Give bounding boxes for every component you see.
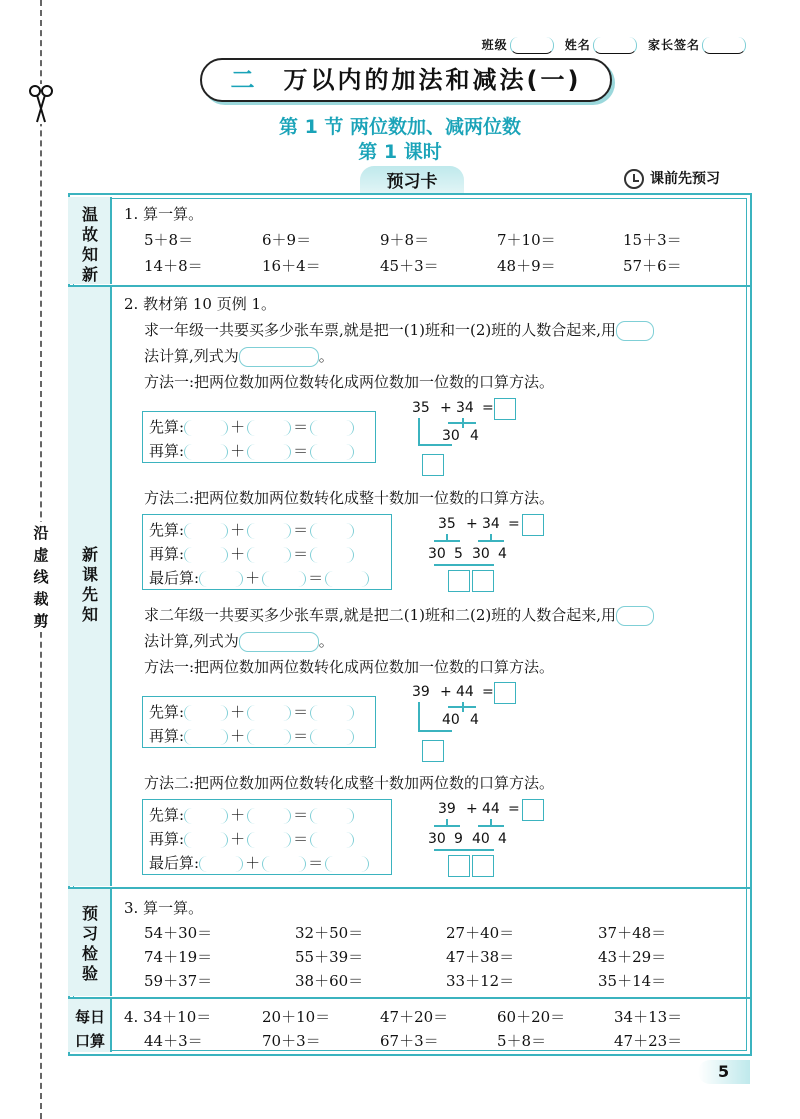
answer-square[interactable] bbox=[522, 799, 544, 821]
answer-blank[interactable] bbox=[247, 444, 291, 460]
addend: 35 bbox=[412, 400, 430, 416]
answer-square[interactable] bbox=[522, 514, 544, 536]
q4-grid bbox=[0, 1006, 800, 1052]
answer-blank[interactable] bbox=[616, 606, 654, 626]
q4-item: 4. 34＋10＝ bbox=[124, 1008, 212, 1026]
q3-item: 38＋60＝ bbox=[295, 972, 364, 990]
q3-item: 55＋39＝ bbox=[295, 948, 364, 966]
q2-part1-line1: 求一年级一共要买多少张车票,就是把一(1)班和一(2)班的人数合起来,用 bbox=[144, 319, 654, 341]
side-label-daily: 每日 口算 bbox=[74, 1008, 105, 1050]
side-label-review: 温 故 知 新 bbox=[81, 205, 98, 284]
answer-square[interactable] bbox=[494, 682, 516, 704]
lesson-title: 第 1 课时 bbox=[358, 141, 442, 163]
answer-blank[interactable] bbox=[199, 856, 243, 872]
cut-char: 裁 bbox=[33, 590, 49, 608]
answer-blank[interactable] bbox=[239, 347, 319, 367]
q3-item: 35＋14＝ bbox=[598, 972, 667, 990]
answer-square[interactable] bbox=[472, 570, 494, 592]
q1-item: 5＋8＝ bbox=[144, 231, 194, 249]
q1-item: 45＋3＝ bbox=[380, 257, 439, 275]
q1-item: 15＋3＝ bbox=[623, 231, 682, 249]
answer-blank[interactable] bbox=[247, 808, 291, 824]
alarm-clock-icon bbox=[624, 169, 644, 189]
answer-blank[interactable] bbox=[310, 523, 354, 539]
split-part: 30 bbox=[442, 428, 460, 444]
class-label: 班级 bbox=[481, 38, 508, 52]
answer-blank[interactable] bbox=[247, 729, 291, 745]
separator bbox=[68, 997, 752, 999]
q2-method1-b: 方法一:把两位数加两位数转化成两位数加一位数的口算方法。 bbox=[144, 658, 555, 676]
q1-title: 1. 算一算。 bbox=[124, 205, 204, 223]
q1-item: 48＋9＝ bbox=[497, 257, 556, 275]
q3-item: 54＋30＝ bbox=[144, 924, 213, 942]
answer-blank[interactable] bbox=[310, 444, 354, 460]
answer-blank[interactable] bbox=[184, 705, 228, 721]
q2-part2-line1: 求二年级一共要买多少张车票,就是把二(1)班和二(2)班的人数合起来,用 bbox=[144, 604, 654, 626]
answer-blank[interactable] bbox=[247, 832, 291, 848]
q4-item: 47＋23＝ bbox=[614, 1032, 683, 1050]
answer-blank[interactable] bbox=[247, 705, 291, 721]
section-title: 第 1 节 两位数加、减两位数 bbox=[278, 116, 522, 138]
cut-char: 虚 bbox=[33, 546, 49, 564]
q1-item: 14＋8＝ bbox=[144, 257, 203, 275]
answer-blank[interactable] bbox=[310, 420, 354, 436]
answer-blank[interactable] bbox=[184, 832, 228, 848]
answer-blank[interactable] bbox=[325, 571, 369, 587]
unit-number: 二 bbox=[230, 66, 258, 94]
answer-blank[interactable] bbox=[310, 729, 354, 745]
answer-blank[interactable] bbox=[310, 808, 354, 824]
answer-blank[interactable] bbox=[310, 705, 354, 721]
q3-grid bbox=[0, 922, 800, 994]
q1-item: 16＋4＝ bbox=[262, 257, 321, 275]
q3-item: 27＋40＝ bbox=[446, 924, 515, 942]
answer-blank[interactable] bbox=[247, 523, 291, 539]
name-label: 姓名 bbox=[564, 38, 591, 52]
calc-box-1: 先算: ＋ ＝ 再算: ＋ ＝ bbox=[142, 411, 376, 463]
answer-blank[interactable] bbox=[184, 547, 228, 563]
q1-item: 9＋8＝ bbox=[380, 231, 430, 249]
q1-grid bbox=[0, 229, 800, 279]
side-label-new: 新 课 先 知 bbox=[81, 545, 98, 624]
answer-square[interactable] bbox=[422, 454, 444, 476]
q2-part2-line2: 法计算,列式为 。 bbox=[144, 632, 334, 650]
preview-label bbox=[624, 168, 720, 189]
separator bbox=[68, 285, 752, 287]
q3-item: 43＋29＝ bbox=[598, 948, 667, 966]
answer-square[interactable] bbox=[422, 740, 444, 762]
q3-item: 74＋19＝ bbox=[144, 948, 213, 966]
calc-box-4: 先算: ＋ ＝ 再算: ＋ ＝ 最后算: ＋ ＝ bbox=[142, 799, 392, 875]
q3-item: 32＋50＝ bbox=[295, 924, 364, 942]
q3-item: 33＋12＝ bbox=[446, 972, 515, 990]
page-number: 5 bbox=[718, 1062, 730, 1081]
q4-item: 60＋20＝ bbox=[497, 1008, 566, 1026]
q4-item: 70＋3＝ bbox=[262, 1032, 321, 1050]
cut-char: 线 bbox=[33, 568, 49, 586]
answer-blank[interactable] bbox=[184, 808, 228, 824]
answer-blank[interactable] bbox=[310, 832, 354, 848]
q4-item: 47＋20＝ bbox=[380, 1008, 449, 1026]
answer-square[interactable] bbox=[472, 855, 494, 877]
split-diagram-1: 35 + 34 = 30 4 bbox=[408, 396, 528, 480]
answer-blank[interactable] bbox=[184, 729, 228, 745]
unit-title-text: 万以内的加法和减法(一) bbox=[283, 66, 582, 94]
answer-blank[interactable] bbox=[247, 420, 291, 436]
name-field[interactable] bbox=[593, 37, 637, 54]
q2-method1-a: 方法一:把两位数加两位数转化成两位数加一位数的口算方法。 bbox=[144, 373, 555, 391]
class-field[interactable] bbox=[510, 37, 554, 54]
q3-item: 47＋38＝ bbox=[446, 948, 515, 966]
answer-blank[interactable] bbox=[239, 632, 319, 652]
cut-char: 剪 bbox=[33, 612, 49, 630]
answer-blank[interactable] bbox=[325, 856, 369, 872]
split-diagram-3: 39 + 44 = 40 4 bbox=[408, 680, 528, 766]
q2-method2-a: 方法二:把两位数加两位数转化成整十数加一位数的口算方法。 bbox=[144, 489, 555, 507]
header-fields bbox=[482, 36, 752, 54]
cut-label bbox=[30, 522, 52, 632]
split-part: 4 bbox=[470, 428, 479, 444]
q1-item: 57＋6＝ bbox=[623, 257, 682, 275]
q4-item: 34＋13＝ bbox=[614, 1008, 683, 1026]
answer-blank[interactable] bbox=[310, 547, 354, 563]
q4-item: 5＋8＝ bbox=[497, 1032, 547, 1050]
q3-title: 3. 算一算。 bbox=[124, 899, 204, 917]
separator bbox=[68, 887, 752, 889]
addend: 34 bbox=[456, 400, 474, 416]
q2-method2-b: 方法二:把两位数加两位数转化成整十数加两位数的口算方法。 bbox=[144, 774, 555, 792]
preview-text: 课前先预习 bbox=[650, 171, 720, 187]
answer-square[interactable] bbox=[448, 855, 470, 877]
side-label-check: 预 习 检 验 bbox=[81, 904, 98, 983]
q4-item: 67＋3＝ bbox=[380, 1032, 439, 1050]
answer-blank[interactable] bbox=[262, 571, 306, 587]
answer-blank[interactable] bbox=[184, 420, 228, 436]
answer-blank[interactable] bbox=[199, 571, 243, 587]
answer-blank[interactable] bbox=[184, 523, 228, 539]
q4-item: 20＋10＝ bbox=[262, 1008, 331, 1026]
answer-square[interactable] bbox=[448, 570, 470, 592]
q2-title: 2. 教材第 10 页例 1。 bbox=[124, 295, 277, 313]
card-tab: 预习卡 bbox=[360, 166, 464, 196]
q1-item: 6＋9＝ bbox=[262, 231, 312, 249]
answer-square[interactable] bbox=[494, 398, 516, 420]
q3-item: 37＋48＝ bbox=[598, 924, 667, 942]
split-diagram-4: 39 + 44 = 30 9 40 4 bbox=[424, 797, 554, 881]
q2-part1-line2: 法计算,列式为 。 bbox=[144, 347, 334, 365]
unit-title bbox=[200, 58, 612, 102]
answer-blank[interactable] bbox=[616, 321, 654, 341]
q4-item: 44＋3＝ bbox=[144, 1032, 203, 1050]
answer-blank[interactable] bbox=[247, 547, 291, 563]
q1-item: 7＋10＝ bbox=[497, 231, 556, 249]
parent-signature-field[interactable] bbox=[702, 37, 746, 54]
calc-box-3: 先算: ＋ ＝ 再算: ＋ ＝ bbox=[142, 696, 376, 748]
answer-blank[interactable] bbox=[184, 444, 228, 460]
answer-blank[interactable] bbox=[262, 856, 306, 872]
q3-item: 59＋37＝ bbox=[144, 972, 213, 990]
split-diagram-2: 35 + 34 = 30 5 30 4 bbox=[424, 512, 554, 596]
calc-box-2: 先算: ＋ ＝ 再算: ＋ ＝ 最后算: ＋ ＝ bbox=[142, 514, 392, 590]
parent-signature-label: 家长签名 bbox=[647, 38, 700, 52]
cut-char: 沿 bbox=[33, 524, 49, 542]
